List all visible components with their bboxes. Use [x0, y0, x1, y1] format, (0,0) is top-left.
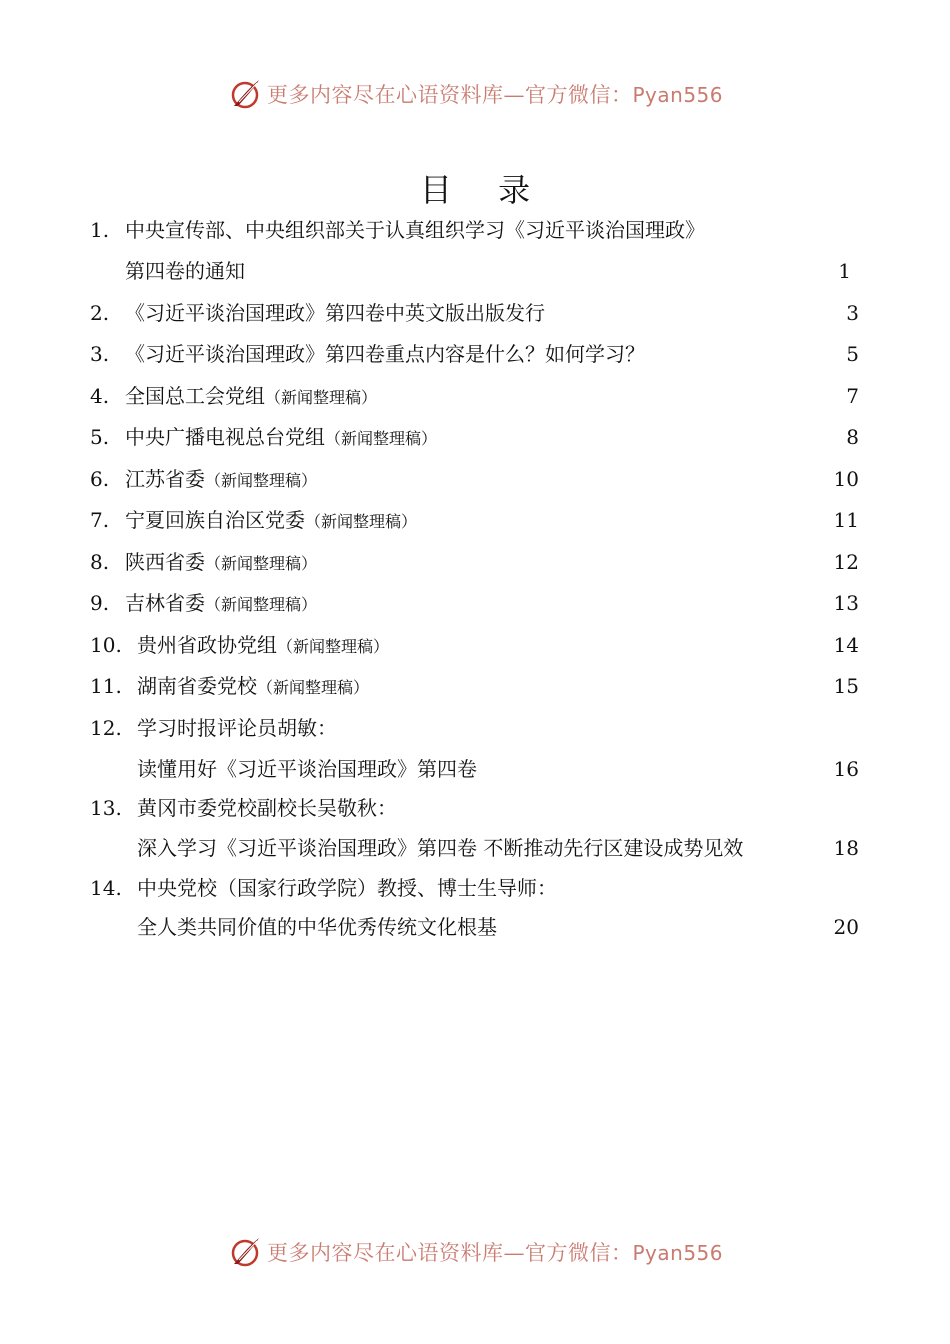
entry-number: 13.	[90, 796, 122, 820]
entry-note: （新闻整理稿）	[265, 388, 378, 407]
entry-title-cont: 读懂用好《习近平谈治国理政》第四卷	[137, 757, 477, 781]
toc-entry-14[interactable]	[0, 873, 950, 903]
entry-number: 4.	[90, 384, 110, 408]
quill-logo-icon	[227, 1234, 263, 1270]
entry-page: 7	[846, 384, 859, 408]
entry-number: 6.	[90, 467, 110, 491]
entry-number: 3.	[90, 342, 110, 366]
entry-page: 18	[833, 836, 859, 860]
entry-note: （新闻整理稿）	[205, 554, 318, 573]
toc-entry-11[interactable]	[0, 671, 950, 701]
entry-note: （新闻整理稿）	[277, 637, 390, 656]
entry-number: 1.	[90, 218, 110, 242]
toc-entry-12[interactable]	[0, 713, 950, 743]
watermark-wechat-id: Pyan556	[632, 83, 723, 107]
entry-title: 学习时报评论员胡敏：	[137, 716, 337, 740]
entry-number: 12.	[90, 716, 122, 740]
toc-entry-1-cont[interactable]	[0, 256, 950, 286]
watermark-text	[267, 79, 723, 109]
watermark-label: 更多内容尽在心语资料库—官方微信：	[266, 1241, 633, 1265]
entry-page: 13	[833, 591, 859, 615]
toc-entry-3[interactable]	[0, 339, 950, 369]
entry-title-cont: 深入学习《习近平谈治国理政》第四卷 不断推动先行区建设成势见效	[137, 836, 744, 860]
toc-entry-5[interactable]	[0, 422, 950, 452]
entry-title: 吉林省委	[125, 591, 205, 615]
entry-note: （新闻整理稿）	[205, 471, 318, 490]
entry-title: 《习近平谈治国理政》第四卷重点内容是什么？如何学习？	[125, 342, 645, 366]
entry-title: 黄冈市委党校副校长吴敬秋：	[137, 796, 397, 820]
entry-title: 贵州省政协党组	[137, 633, 277, 657]
entry-title: 宁夏回族自治区党委	[125, 508, 305, 532]
watermark-text	[267, 1237, 723, 1267]
entry-number: 7.	[90, 508, 110, 532]
watermark-label: 更多内容尽在心语资料库—官方微信：	[266, 83, 633, 107]
entry-page: 5	[846, 342, 859, 366]
entry-title: 全国总工会党组	[125, 384, 265, 408]
toc-entry-12-cont[interactable]	[0, 754, 950, 784]
toc-entry-7[interactable]	[0, 505, 950, 535]
entry-page: 16	[833, 757, 859, 781]
toc-entry-10[interactable]	[0, 630, 950, 660]
entry-note: （新闻整理稿）	[325, 429, 438, 448]
entry-number: 5.	[90, 425, 110, 449]
entry-page: 3	[846, 301, 859, 325]
toc-entry-1[interactable]	[0, 215, 950, 245]
entry-title: 中央党校（国家行政学院）教授、博士生导师：	[137, 876, 557, 900]
entry-number: 8.	[90, 550, 110, 574]
entry-note: （新闻整理稿）	[305, 512, 418, 531]
toc-entry-8[interactable]	[0, 547, 950, 577]
toc-entry-2[interactable]	[0, 298, 950, 328]
watermark-banner-top	[0, 72, 950, 116]
entry-title: 陕西省委	[125, 550, 205, 574]
entry-number: 11.	[90, 674, 122, 698]
entry-title-cont: 全人类共同价值的中华优秀传统文化根基	[137, 915, 497, 939]
entry-title: 中央广播电视总台党组	[125, 425, 325, 449]
toc-entry-13[interactable]	[0, 793, 950, 823]
entry-number: 9.	[90, 591, 110, 615]
toc-entry-14-cont[interactable]	[0, 912, 950, 942]
entry-title: 江苏省委	[125, 467, 205, 491]
toc-entry-6[interactable]	[0, 464, 950, 494]
entry-page: 11	[833, 508, 859, 532]
watermark-banner-bottom	[0, 1230, 950, 1274]
entry-title-cont: 第四卷的通知	[125, 259, 245, 283]
entry-note: （新闻整理稿）	[257, 678, 370, 697]
entry-page: 14	[833, 633, 859, 657]
entry-title: 《习近平谈治国理政》第四卷中英文版出版发行	[125, 301, 545, 325]
watermark-wechat-id: Pyan556	[632, 1241, 723, 1265]
entry-page: 1	[838, 259, 851, 283]
entry-page: 15	[833, 674, 859, 698]
entry-page: 8	[846, 425, 859, 449]
entry-title: 中央宣传部、中央组织部关于认真组织学习《习近平谈治国理政》	[125, 218, 705, 242]
entry-page: 20	[833, 915, 859, 939]
quill-logo-icon	[227, 76, 263, 112]
entry-page: 12	[833, 550, 859, 574]
toc-title: 目 录	[419, 171, 549, 209]
toc-entry-13-cont[interactable]	[0, 833, 950, 863]
toc-entry-9[interactable]	[0, 588, 950, 618]
toc-entry-4[interactable]	[0, 381, 950, 411]
entry-title: 湖南省委党校	[137, 674, 257, 698]
entry-number: 14.	[90, 876, 122, 900]
entry-number: 10.	[90, 633, 122, 657]
entry-number: 2.	[90, 301, 110, 325]
entry-page: 10	[833, 467, 859, 491]
entry-note: （新闻整理稿）	[205, 595, 318, 614]
